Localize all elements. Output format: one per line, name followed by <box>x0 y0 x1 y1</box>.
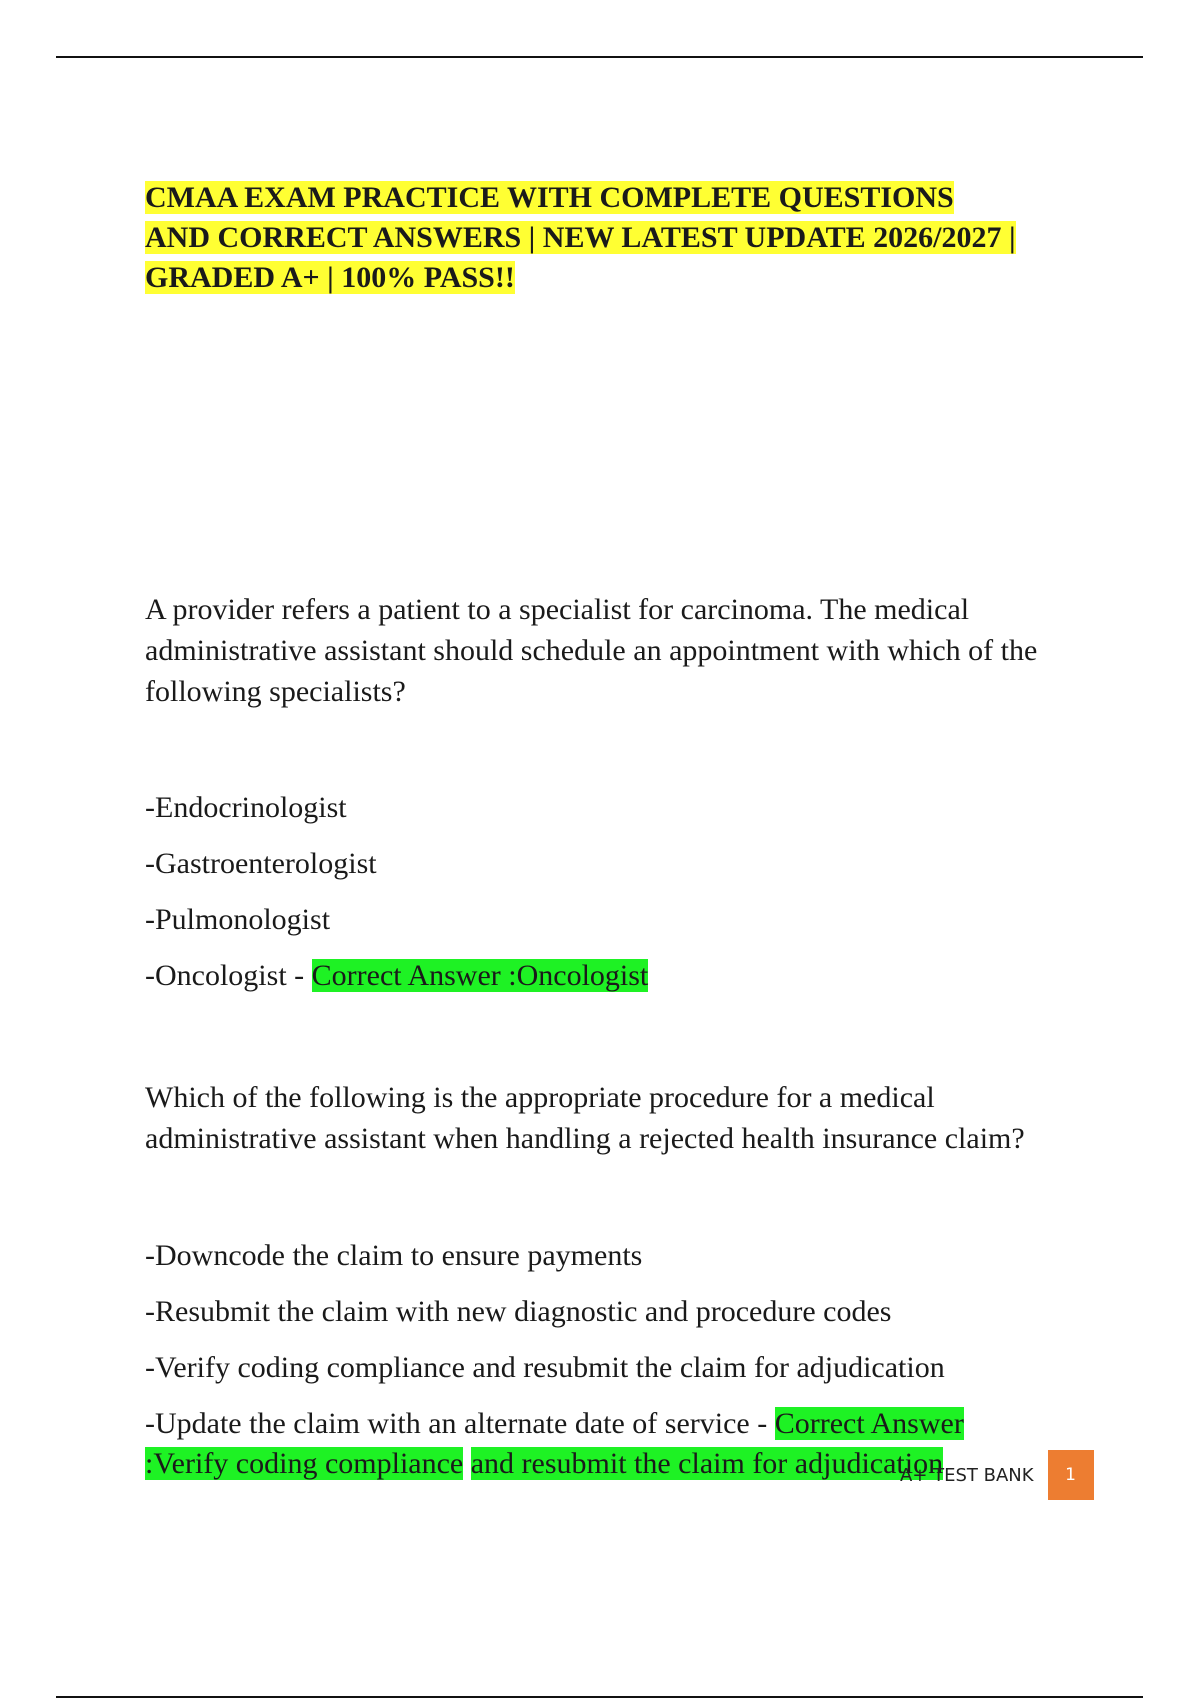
footer-label: A+ TEST BANK <box>900 1464 1034 1486</box>
option-item: -Endocrinologist <box>145 791 347 824</box>
option-item: -Gastroenterologist <box>145 847 377 880</box>
option-item: -Pulmonologist <box>145 903 331 936</box>
correct-answer-part: and resubmit the claim for adjudication <box>470 1447 944 1480</box>
title-line-2: AND CORRECT ANSWERS | NEW LATEST UPDATE 2026/2027 | <box>145 221 1016 254</box>
question-2-options <box>145 1236 1105 1484</box>
correct-answer: Correct Answer :Oncologist <box>311 959 649 992</box>
document-page <box>145 178 1105 1484</box>
document-title <box>145 178 1105 298</box>
question-2-prompt: Which of the following is the appropriate procedure for a medical administrative assistant when handling a rejected health insurance claim? <box>145 1081 1025 1155</box>
correct-answer-part: :Verify coding compliance <box>145 1447 464 1480</box>
option-item: -Downcode the claim to ensure payments <box>145 1239 643 1272</box>
title-line-1: CMAA EXAM PRACTICE WITH COMPLETE QUESTIONS <box>145 181 954 214</box>
top-rule <box>56 56 1143 58</box>
question-1-options <box>145 788 1105 996</box>
option-item-with-answer <box>145 956 1105 996</box>
correct-answer-label: Correct Answer <box>774 1407 964 1440</box>
bottom-rule <box>56 1696 1143 1698</box>
page-number-badge: 1 <box>1048 1450 1094 1500</box>
question-1-prompt: A provider refers a patient to a specialist for carcinoma. The medical administrative assistant should schedule an appointment with which of the following specialists? <box>145 593 1038 708</box>
option-item: -Verify coding compliance and resubmit the claim for adjudication <box>145 1351 945 1384</box>
option-text: -Oncologist - <box>145 959 312 992</box>
option-text: -Update the claim with an alternate date of service - <box>145 1407 775 1440</box>
option-item: -Resubmit the claim with new diagnostic and procedure codes <box>145 1295 892 1328</box>
page-footer <box>900 1450 1094 1500</box>
title-line-3: GRADED A+ | 100% PASS!! <box>145 261 515 294</box>
